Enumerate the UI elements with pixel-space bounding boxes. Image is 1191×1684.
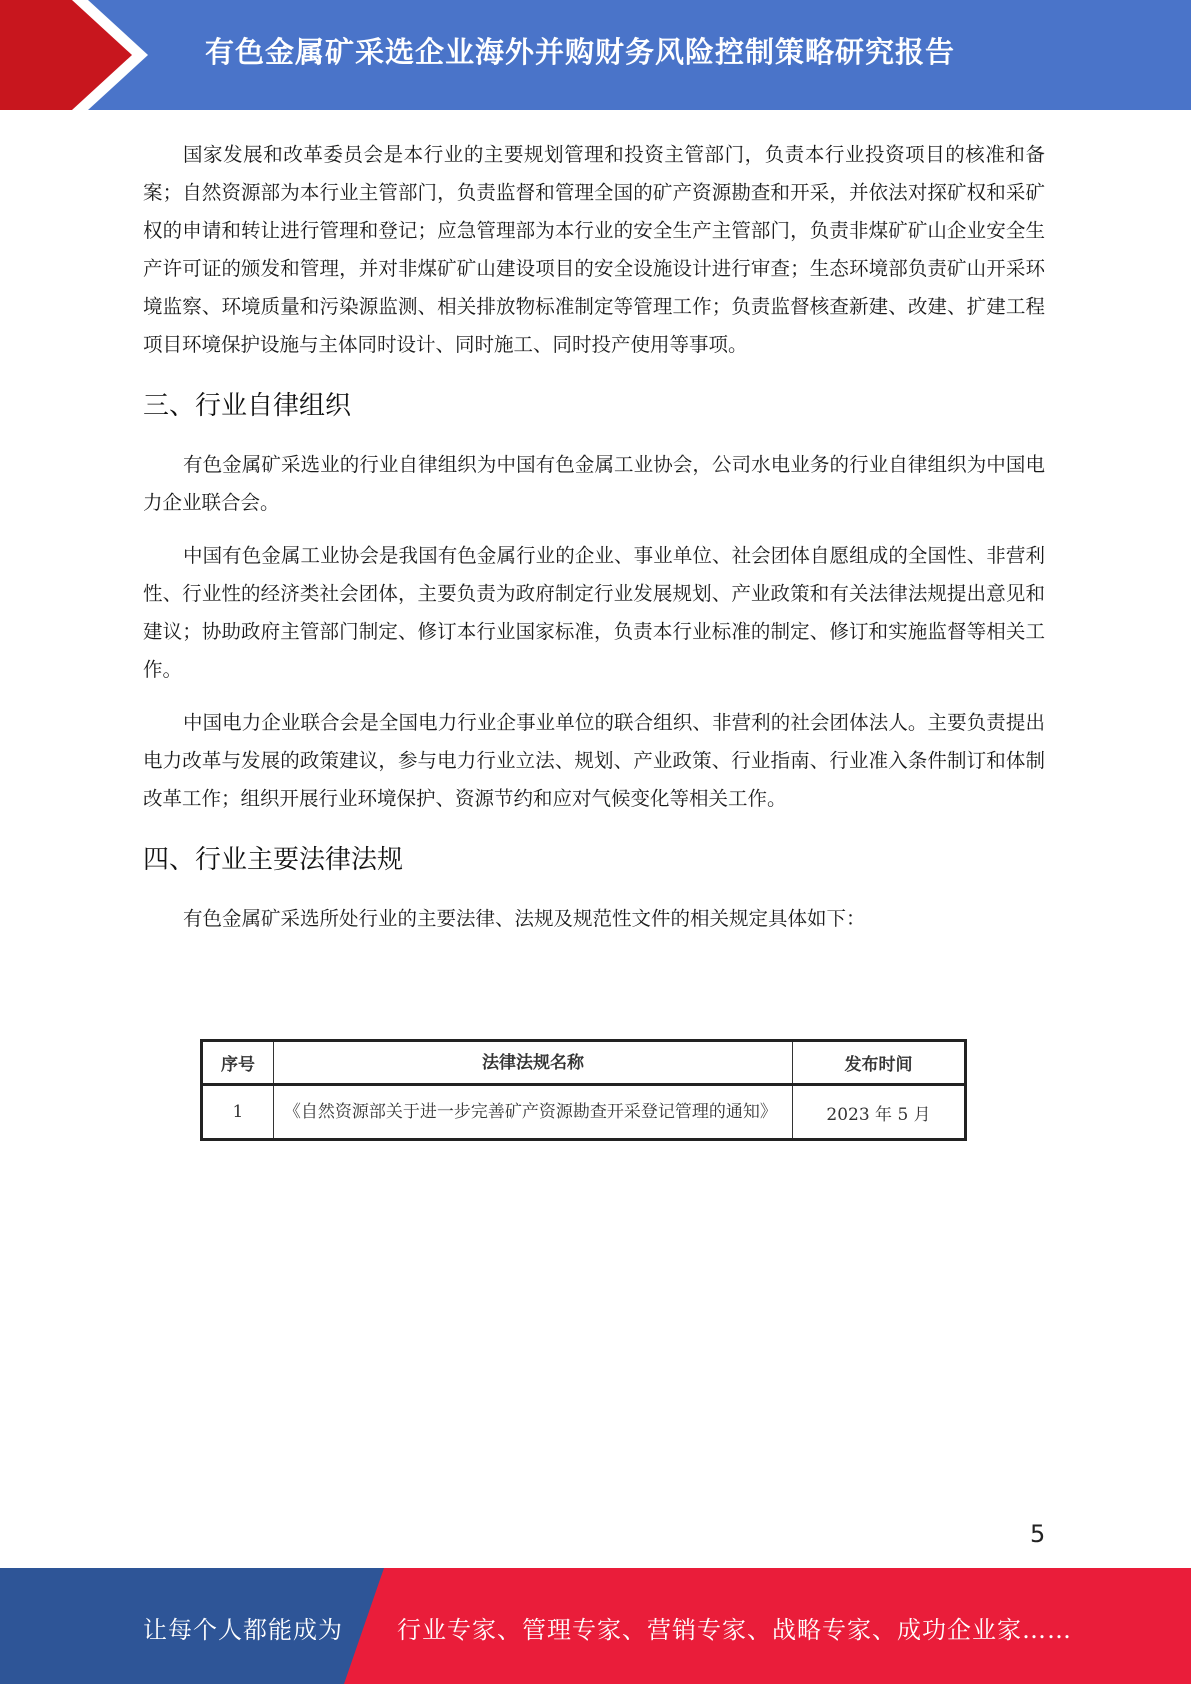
page-footer — [0, 1568, 1191, 1684]
cell-date: 2023 年 5 月 — [793, 1085, 966, 1140]
page-header — [0, 0, 1191, 110]
laws-table — [200, 1039, 967, 1141]
cell-no: 1 — [202, 1085, 274, 1140]
header-name: 法律法规名称 — [273, 1041, 792, 1085]
table-header-row — [202, 1041, 966, 1085]
footer-slogan-right: 行业专家、管理专家、营销专家、战略专家、成功企业家…… — [397, 1616, 1072, 1644]
page-content — [143, 136, 1045, 938]
cell-name: 《自然资源部关于进一步完善矿产资源勘查开采登记管理的通知》 — [273, 1085, 792, 1140]
paragraph-self-regulatory-intro: 有色金属矿采选业的行业自律组织为中国有色金属工业协会，公司水电业务的行业自律组织为中国电力企业联合会。 — [143, 453, 1045, 514]
paragraph-laws-intro: 有色金属矿采选所处行业的主要法律、法规及规范性文件的相关规定具体如下： — [183, 907, 866, 930]
table-row — [202, 1085, 966, 1140]
paragraph-electricity-council: 中国电力企业联合会是全国电力行业企事业单位的联合组织、非营利的社会团体法人。主要负责提出电力改革与发展的政策建议，参与电力行业立法、规划、产业政策、行业指南、行业准入条件制订和体制改革工作；组织开展行业环境保护、资源节约和应对气候变化等相关工作。 — [143, 711, 1045, 810]
paragraph-nonferrous-association: 中国有色金属工业协会是我国有色金属行业的企业、事业单位、社会团体自愿组成的全国性、非营利性、行业性的经济类社会团体，主要负责为政府制定行业发展规划、产业政策和有关法律法规提出意见和建议；协助政府主管部门制定、修订本行业国家标准，负责本行业标准的制定、修订和实施监督等相关工作。 — [143, 544, 1045, 681]
page-number: 5 — [1030, 1520, 1046, 1548]
section-heading-self-regulatory: 三、行业自律组织 — [143, 391, 352, 421]
header-chevron-decoration — [0, 0, 160, 110]
header-no: 序号 — [202, 1041, 274, 1085]
section-heading-laws: 四、行业主要法律法规 — [143, 845, 404, 875]
paragraph-regulators: 国家发展和改革委员会是本行业的主要规划管理和投资主管部门，负责本行业投资项目的核准和备案；自然资源部为本行业主管部门，负责监督和管理全国的矿产资源勘查和开采，并依法对探矿权和采矿权的申请和转让进行管理和登记；应急管理部为本行业的安全生产主管部门，负责非煤矿矿山企业安全生产许可证的颁发和管理，并对非煤矿矿山建设项目的安全设施设计进行审查；生态环境部负责矿山开采环境监察、环境质量和污染源监测、相关排放物标准制定等管理工作；负责监督核查新建、改建、扩建工程项目环境保护设施与主体同时设计、同时施工、同时投产使用等事项。 — [143, 143, 1045, 356]
header-date: 发布时间 — [793, 1041, 966, 1085]
footer-slogan-left: 让每个人都能成为 — [143, 1616, 343, 1644]
report-title: 有色金属矿采选企业海外并购财务风险控制策略研究报告 — [205, 35, 956, 69]
